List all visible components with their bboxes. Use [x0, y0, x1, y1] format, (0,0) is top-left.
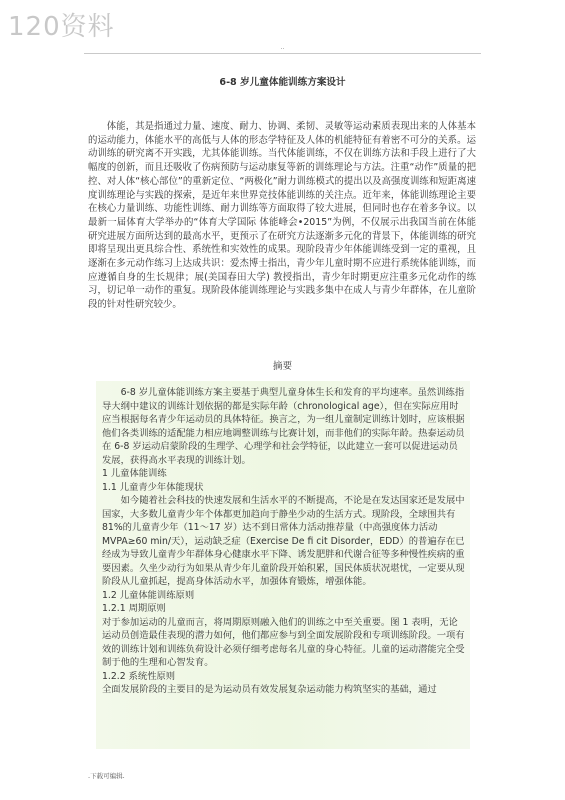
footer-note: .下载可编辑. — [88, 772, 125, 780]
intro-section — [88, 120, 476, 312]
body-paragraph-1: 6-8 岁儿童体能训练方案主要基于典型儿童身体生长和发育的平均速率。虽然训练指导大纲中建议的训练计划依据的都是实际年龄（chronological age），但在实际应用时应当根据每名青少年运动员的具体特征。换言之，为一组儿童制定训练计划时，应该根据他们各类训练的适配能力相应地调整训练与比赛计划，而非他们的实际年龄。热泰运动员在 6-8 岁运动启蒙阶段的生理学、心理学和社会学特征，以此建立一套可以促进运动员发展，获得高水平表现的训练计划。 — [102, 387, 465, 466]
header-mark: .. — [280, 44, 285, 51]
body-paragraph-2: 如今随着社会科技的快速发展和生活水平的不断提高，不论是在发达国家还是发展中国家，大多数儿童青少年个体都更加趋向于静坐少动的生活方式。现阶段，全球围共有 81%的儿童青少年（11～17 岁）达不到日常体力活动推荐量（中高强度体力活动 MVPA≥60 min/天），运动缺乏症（Exercise De fi cit Disorder，EDD）的普遍存在已经成为导致儿童青少年群体身心健康水平下降、诱发肥胖和代谢合征等多种慢性疾病的重要因素。久坐少动行为如果从青少年儿童阶段开始积累，国民体质状况堪忧，一定要从现阶段从儿童抓起，提高身体活动水平，加强体育锻炼，增强体能。 — [102, 495, 465, 587]
header-rule — [84, 53, 481, 54]
body-section — [102, 386, 466, 697]
watermark-logo: 120资料 — [8, 12, 115, 42]
body-paragraph-4: 全面发展阶段的主要目的是为运动员有效发展复杂运动能力构筑坚实的基础，通过 — [102, 684, 437, 695]
section-heading-1-1: 1.1 儿童青少年体能现状 — [102, 481, 204, 493]
section-heading-1-2-1: 1.2.1 周期原则 — [102, 603, 166, 614]
body-paragraph-3: 对于参加运动的儿童而言，将周期原则融入他们的训练之中至关重要。图 1 表明，无论运动员创造最佳表现的潜力如何，他们都应参与到全面发展阶段和专项训练阶段。一项有效的训练计划和训练负荷设计必须仔细考虑每名儿童的身心特征。儿童的运动潜能完全受制于他的生理和心智发育。 — [102, 616, 465, 668]
section-heading-1: 1 儿童体能训练 — [102, 468, 167, 479]
document-title: 6-8 岁儿童体能训练方案设计 — [219, 77, 346, 88]
abstract-heading: 摘要 — [272, 361, 293, 372]
section-heading-1-2-2: 1.2.2 系统性原则 — [102, 670, 176, 682]
intro-paragraph: 体能，其是指通过力量、速度、耐力、协调、柔韧、灵敏等运动素质表现出来的人体基本的运动能力，体能水平的高低与人体的形态学特征及人体的机能特征有着密不可分的关系。运动训练的研究离不开实践，尤其体能训练。当代体能训练，不仅在训练方法和手段上进行了大幅度的创新，而且还吸收了伤病预防与运动康复等新的训练理论与方法。注重“动作”质量的把控、对人体“核心部位”的重新定位、“两极化”耐力训练模式的提出以及高强度训练和短距离速度训练理论与实践的探索，是近年来世界竞技体能训练的关注点。近年来，体能训练理论主要在核心力量训练、功能性训练、耐力训练等方面取得了较大进展，但同时也存在着多争议。以最新一届体育大学举办的“体育大学国际 体能峰会•2015”为例，不仅展示出我国当前在体能研究进展方面所达到的最高水平，更预示了在研究方法逐渐多元化的背景下，体能训练的研究即将呈现出更具综合性、系统性和实效性的成果。现阶段青少年体能训练受到一定的重视，且逐渐在多元动作练习上达成共识：爱杰博士指出，青少年儿童时期不应进行系统体能训练，而应遵循自身的生长规律；展(美国春田大学) 教授指出，青少年时期更应注重多元化动作的练习，切记单一动作的重复。现阶段体能训练理论与实践多集中在成人与青少年群体，在儿童阶段的针对性研究较少。 — [88, 121, 476, 311]
section-heading-1-2: 1.2 儿童体能训练原则 — [102, 589, 195, 601]
